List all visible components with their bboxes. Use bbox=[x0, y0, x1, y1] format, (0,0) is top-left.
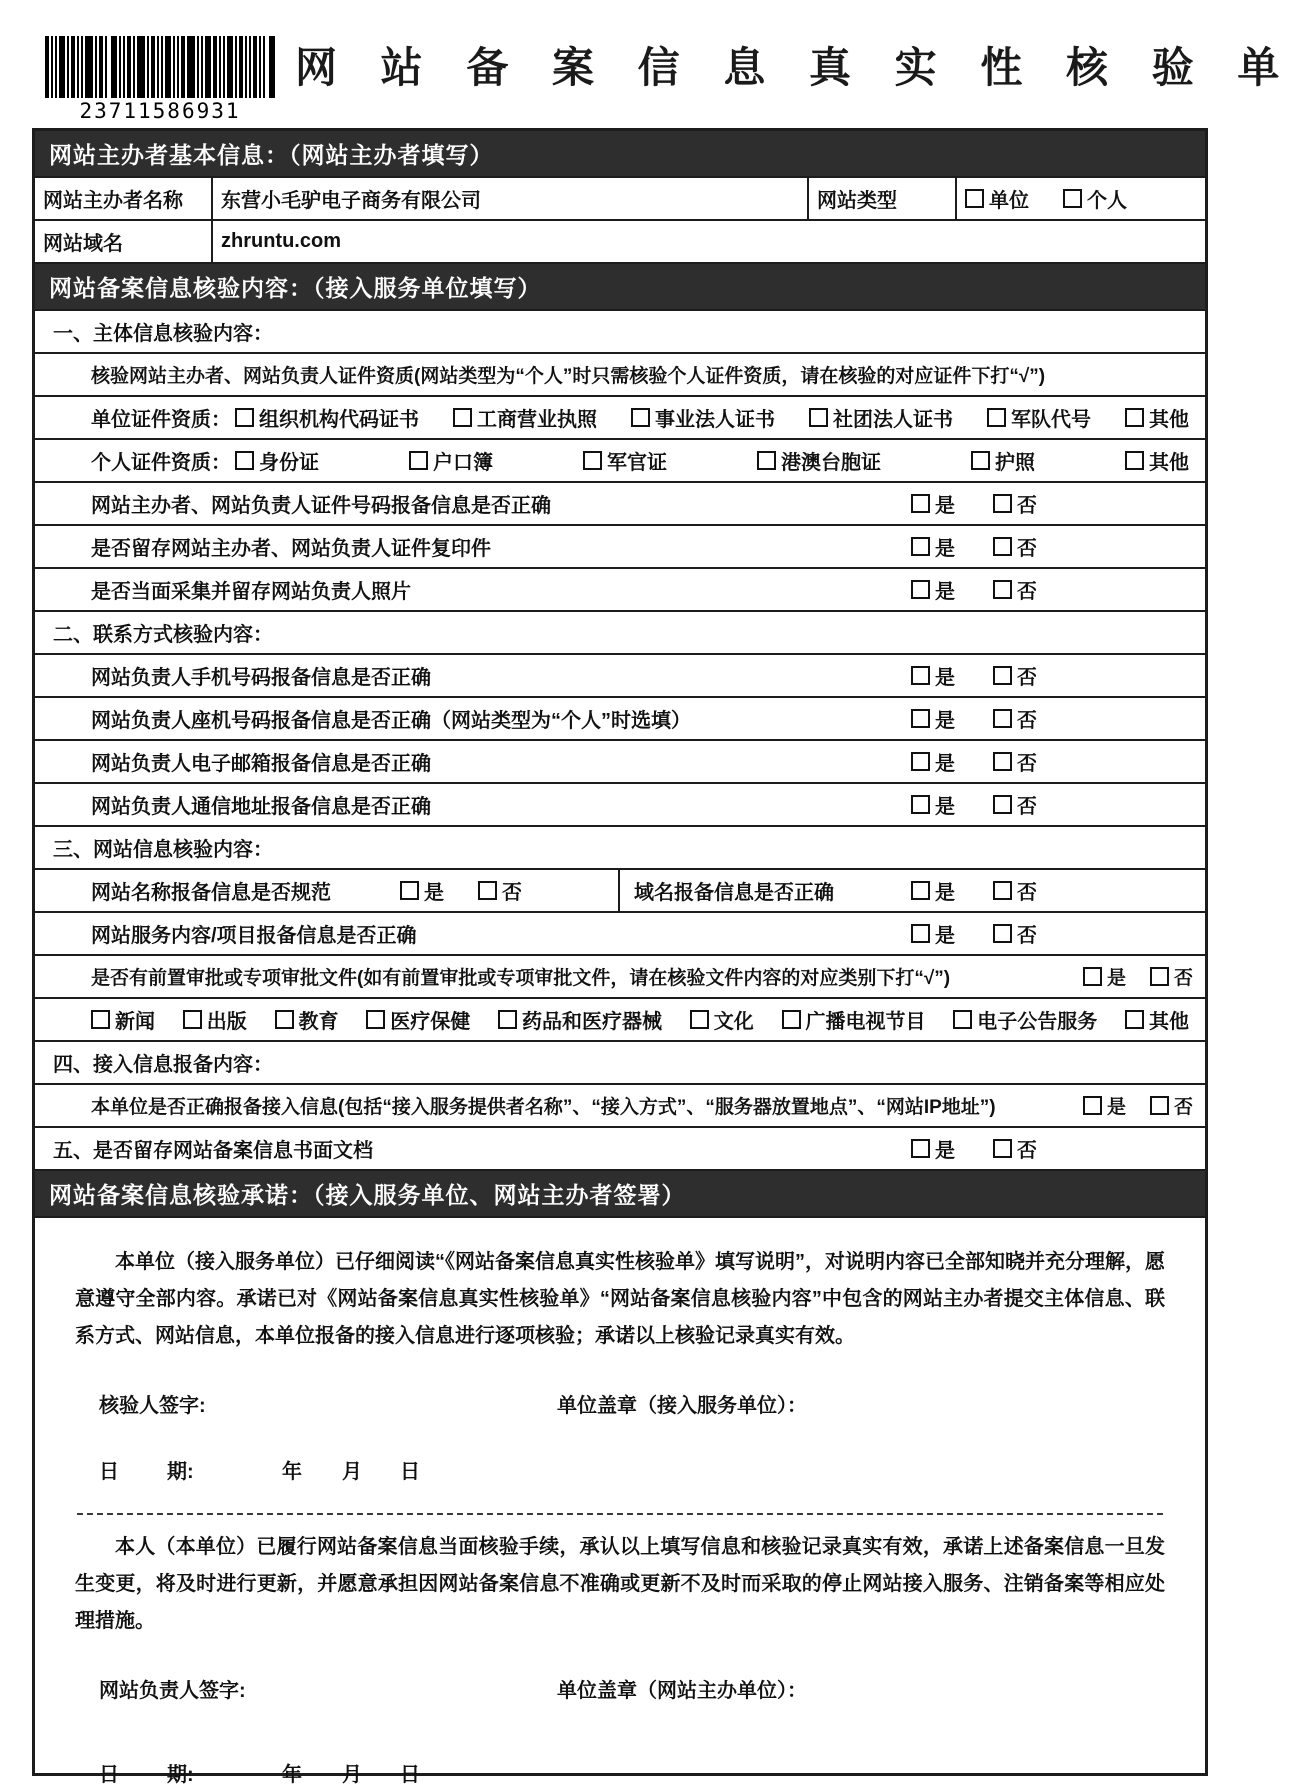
category-option bbox=[782, 1005, 926, 1034]
no-label: 否 bbox=[1017, 538, 1037, 560]
yes-checkbox[interactable] bbox=[911, 709, 930, 728]
yes-no-group bbox=[911, 661, 1037, 690]
organizer-name-row bbox=[35, 176, 1205, 219]
no-option bbox=[993, 790, 1037, 819]
yes-checkbox[interactable] bbox=[1083, 967, 1102, 986]
option-label: 港澳台胞证 bbox=[781, 452, 881, 474]
household-register-checkbox[interactable] bbox=[409, 451, 428, 470]
barcode-image bbox=[45, 36, 275, 98]
yes-no-group bbox=[911, 747, 1037, 776]
yes-checkbox[interactable] bbox=[911, 494, 930, 513]
broadcast-tv-checkbox[interactable] bbox=[782, 1010, 801, 1029]
no-option bbox=[993, 747, 1037, 776]
option-label: 其他 bbox=[1149, 452, 1189, 474]
question-label: 五、是否留存网站备案信息书面文档 bbox=[53, 1140, 373, 1162]
yes-checkbox[interactable] bbox=[911, 1139, 930, 1158]
yes-label: 是 bbox=[935, 538, 955, 560]
yes-option bbox=[911, 489, 955, 518]
commitment-paragraph-organizer: 本人（本单位）已履行网站备案信息当面核验手续，承认以上填写信息和核验记录真实有效，承诺上述备案信息一旦发生变更，将及时进行更新，并愿意承担因网站备案信息不准确或更新不及时而采取的停止网站接入服务、注销备案等相应处理措施。 bbox=[75, 1536, 1165, 1632]
site-type-options bbox=[955, 178, 1205, 219]
cert-option bbox=[235, 403, 419, 432]
cert-copy-row bbox=[35, 524, 1205, 567]
option-label: 户口簿 bbox=[433, 452, 493, 474]
cert-number-row bbox=[35, 481, 1205, 524]
date-word: 期: bbox=[167, 1461, 194, 1483]
section-header-verification-content: 网站备案信息核验内容：（接入服务单位填写） bbox=[35, 262, 1205, 309]
category-option bbox=[953, 1005, 1097, 1034]
no-label: 否 bbox=[1017, 667, 1037, 689]
yes-label: 是 bbox=[935, 753, 955, 775]
form-header bbox=[0, 0, 1295, 128]
yes-no-group bbox=[911, 876, 1037, 905]
section-header-organizer-basic-info: 网站主办者基本信息：（网站主办者填写） bbox=[35, 131, 1205, 176]
org-code-cert-checkbox[interactable] bbox=[235, 408, 254, 427]
category-other-checkbox[interactable] bbox=[1125, 1010, 1144, 1029]
yes-option bbox=[1083, 963, 1126, 990]
yes-no-group bbox=[911, 532, 1037, 561]
landline-row bbox=[35, 696, 1205, 739]
heading-label: 二、联系方式核验内容： bbox=[53, 624, 273, 646]
yes-option bbox=[400, 876, 444, 905]
hk-macao-taiwan-checkbox[interactable] bbox=[757, 451, 776, 470]
note-text: 核验网站主办者、网站负责人证件资质(网站类型为“个人”时只需核验个人证件资质，请在核验的对应证件下打“√”) bbox=[91, 366, 1046, 387]
yes-option bbox=[911, 790, 955, 819]
unit-cert-options bbox=[235, 403, 1205, 432]
question-label: 网站负责人电子邮箱报备信息是否正确 bbox=[91, 753, 431, 775]
no-checkbox[interactable] bbox=[993, 580, 1012, 599]
preapproval-row bbox=[35, 954, 1205, 997]
yes-option bbox=[911, 661, 955, 690]
personal-cert-row bbox=[35, 438, 1205, 481]
heading-label: 一、主体信息核验内容： bbox=[53, 323, 273, 345]
date-month-label: 月 bbox=[342, 1461, 362, 1483]
cert-option bbox=[809, 403, 953, 432]
option-label: 组织机构代码证书 bbox=[259, 409, 419, 431]
option-label: 军队代号 bbox=[1011, 409, 1091, 431]
date-word: 日 bbox=[99, 1764, 119, 1786]
verifier-signature-label: 核验人签字: bbox=[99, 1395, 206, 1417]
cert-option bbox=[1125, 446, 1189, 475]
domain-row bbox=[35, 219, 1205, 262]
id-card-checkbox[interactable] bbox=[235, 451, 254, 470]
no-option bbox=[1150, 1092, 1193, 1119]
question-label: 网站负责人通信地址报备信息是否正确 bbox=[91, 796, 431, 818]
yes-no-group bbox=[911, 704, 1037, 733]
no-checkbox[interactable] bbox=[993, 795, 1012, 814]
category-option bbox=[275, 1005, 339, 1034]
heading-website-info bbox=[35, 825, 1205, 868]
passport-checkbox[interactable] bbox=[971, 451, 990, 470]
yes-no-group bbox=[400, 876, 522, 905]
commitment-cell bbox=[35, 1216, 1205, 1786]
no-label: 否 bbox=[1017, 925, 1037, 947]
yes-label: 是 bbox=[935, 581, 955, 603]
no-checkbox[interactable] bbox=[1150, 967, 1169, 986]
question-label: 是否留存网站主办者、网站负责人证件复印件 bbox=[91, 538, 491, 560]
yes-no-group bbox=[1083, 1092, 1193, 1119]
unit-checkbox[interactable] bbox=[965, 189, 984, 208]
cert-option bbox=[1125, 403, 1189, 432]
service-content-row bbox=[35, 911, 1205, 954]
no-checkbox[interactable] bbox=[993, 924, 1012, 943]
site-type-unit-option bbox=[965, 184, 1029, 213]
access-info-row bbox=[35, 1083, 1205, 1126]
yes-no-group bbox=[911, 919, 1037, 948]
date-row-isp bbox=[75, 1447, 1165, 1487]
yes-option bbox=[1083, 1092, 1126, 1119]
education-checkbox[interactable] bbox=[275, 1010, 294, 1029]
no-option bbox=[993, 919, 1037, 948]
no-option bbox=[993, 532, 1037, 561]
unit-label: 单位 bbox=[989, 190, 1029, 212]
unit-other-checkbox[interactable] bbox=[1125, 408, 1144, 427]
yes-label: 是 bbox=[1106, 968, 1126, 989]
option-label: 药品和医疗器械 bbox=[522, 1011, 662, 1033]
option-label: 工商营业执照 bbox=[477, 409, 597, 431]
no-checkbox[interactable] bbox=[478, 881, 497, 900]
barcode bbox=[45, 36, 275, 123]
option-label: 广播电视节目 bbox=[805, 1011, 926, 1033]
yes-checkbox[interactable] bbox=[911, 580, 930, 599]
yes-no-group bbox=[911, 1134, 1037, 1163]
category-option bbox=[690, 1005, 754, 1034]
option-label: 医疗保健 bbox=[390, 1011, 471, 1033]
question-label: 网站名称报备信息是否规范 bbox=[91, 882, 331, 904]
commitment-paragraph-isp: 本单位（接入服务单位）已仔细阅读“《网站备案信息真实性核验单》填写说明”，对说明内容已全部知晓并充分理解，愿意遵守全部内容。承诺已对《网站备案信息真实性核验单》“网站备案信息核验内容”中包含的网站主办者提交主体信息、联系方式、网站信息，本单位报备的接入信息进行逐项核验；承诺以上核验记录真实有效。 bbox=[75, 1251, 1165, 1347]
no-option bbox=[993, 661, 1037, 690]
no-label: 否 bbox=[1017, 581, 1037, 603]
yes-no-group bbox=[911, 790, 1037, 819]
barcode-number: 23711586931 bbox=[79, 99, 241, 123]
sitename-cell bbox=[35, 870, 620, 911]
no-option bbox=[993, 489, 1037, 518]
no-checkbox[interactable] bbox=[1150, 1096, 1169, 1115]
mobile-row bbox=[35, 653, 1205, 696]
signature-row-verifier bbox=[75, 1381, 1165, 1421]
yes-label: 是 bbox=[935, 925, 955, 947]
date-day-label: 日 bbox=[400, 1764, 420, 1786]
no-checkbox[interactable] bbox=[993, 666, 1012, 685]
military-officer-checkbox[interactable] bbox=[583, 451, 602, 470]
military-code-checkbox[interactable] bbox=[987, 408, 1006, 427]
no-label: 否 bbox=[1017, 495, 1037, 517]
personal-checkbox[interactable] bbox=[1063, 189, 1082, 208]
date-month-label: 月 bbox=[342, 1764, 362, 1786]
question-label: 是否当面采集并留存网站负责人照片 bbox=[91, 581, 411, 603]
question-label: 网站主办者、网站负责人证件号码报备信息是否正确 bbox=[91, 495, 551, 517]
page-title: 网 站 备 案 信 息 真 实 性 核 验 单 bbox=[295, 44, 1295, 91]
cert-option bbox=[409, 446, 493, 475]
yes-option bbox=[911, 919, 955, 948]
organizer-seal-label: 单位盖章（网站主办单位）： bbox=[557, 1680, 807, 1702]
cert-option bbox=[631, 403, 775, 432]
yes-label: 是 bbox=[935, 667, 955, 689]
yes-option bbox=[911, 747, 955, 776]
category-option bbox=[498, 1005, 662, 1034]
option-label: 军官证 bbox=[607, 452, 667, 474]
cert-option bbox=[453, 403, 597, 432]
cert-option bbox=[235, 446, 319, 475]
heading-label: 三、网站信息核验内容： bbox=[53, 839, 273, 861]
bbs-checkbox[interactable] bbox=[953, 1010, 972, 1029]
no-checkbox[interactable] bbox=[993, 537, 1012, 556]
no-label: 否 bbox=[1017, 796, 1037, 818]
no-checkbox[interactable] bbox=[993, 752, 1012, 771]
photo-row bbox=[35, 567, 1205, 610]
date-year-label: 年 bbox=[282, 1764, 302, 1786]
option-label: 事业法人证书 bbox=[655, 409, 775, 431]
yes-option bbox=[911, 575, 955, 604]
option-label: 身份证 bbox=[259, 452, 319, 474]
option-label: 其他 bbox=[1149, 1011, 1189, 1033]
no-checkbox[interactable] bbox=[993, 881, 1012, 900]
cert-option bbox=[987, 403, 1091, 432]
no-label: 否 bbox=[1017, 882, 1037, 904]
site-type-label: 网站类型 bbox=[807, 178, 955, 219]
unit-cert-row bbox=[35, 395, 1205, 438]
business-license-checkbox[interactable] bbox=[453, 408, 472, 427]
category-option bbox=[1125, 1005, 1189, 1034]
option-label: 文化 bbox=[713, 1011, 754, 1033]
heading-subject-info bbox=[35, 309, 1205, 352]
yes-checkbox[interactable] bbox=[911, 881, 930, 900]
association-cert-checkbox[interactable] bbox=[809, 408, 828, 427]
domain-value[interactable]: zhruntu.com bbox=[211, 221, 1205, 262]
heading-contact-info bbox=[35, 610, 1205, 653]
responsible-signature-label: 网站负责人签字: bbox=[99, 1680, 246, 1702]
cert-option bbox=[583, 446, 667, 475]
domain-label: 网站域名 bbox=[43, 233, 123, 255]
question-label: 是否有前置审批或专项审批文件(如有前置审批或专项审批文件，请在核验文件内容的对应类别下打“√”) bbox=[91, 968, 951, 989]
question-label: 网站负责人手机号码报备信息是否正确 bbox=[91, 667, 431, 689]
yes-no-group bbox=[911, 575, 1037, 604]
no-option bbox=[993, 575, 1037, 604]
question-label: 网站服务内容/项目报备信息是否正确 bbox=[91, 925, 417, 947]
personal-label: 个人 bbox=[1087, 190, 1127, 212]
question-label: 本单位是否正确报备接入信息(包括“接入服务提供者名称”、“接入方式”、“服务器放置地点”、“网站IP地址”) bbox=[91, 1097, 996, 1118]
yes-checkbox[interactable] bbox=[400, 881, 419, 900]
category-option bbox=[91, 1005, 155, 1034]
yes-label: 是 bbox=[935, 710, 955, 732]
option-label: 电子公告服务 bbox=[977, 1011, 1098, 1033]
signature-row-responsible bbox=[75, 1666, 1165, 1706]
approval-categories-row bbox=[35, 997, 1205, 1040]
option-label: 其他 bbox=[1149, 409, 1189, 431]
publishing-checkbox[interactable] bbox=[183, 1010, 202, 1029]
no-label: 否 bbox=[1017, 710, 1037, 732]
yes-no-group bbox=[911, 489, 1037, 518]
category-option bbox=[183, 1005, 247, 1034]
option-label: 新闻 bbox=[115, 1011, 155, 1033]
dashed-divider bbox=[77, 1513, 1163, 1515]
date-year-label: 年 bbox=[282, 1461, 302, 1483]
option-label: 出版 bbox=[206, 1011, 247, 1033]
date-word: 日 bbox=[99, 1461, 119, 1483]
heading-access-info bbox=[35, 1040, 1205, 1083]
yes-option bbox=[911, 532, 955, 561]
cert-option bbox=[757, 446, 881, 475]
cert-verification-note-row bbox=[35, 352, 1205, 395]
yes-checkbox[interactable] bbox=[911, 924, 930, 943]
personal-cert-label: 个人证件资质： bbox=[91, 452, 231, 474]
news-checkbox[interactable] bbox=[91, 1010, 110, 1029]
no-checkbox[interactable] bbox=[993, 1139, 1012, 1158]
yes-option bbox=[911, 1134, 955, 1163]
domain-correct-cell bbox=[620, 870, 1205, 911]
site-type-personal-option bbox=[1063, 184, 1127, 213]
organizer-name-value[interactable]: 东营小毛驴电子商务有限公司 bbox=[211, 178, 807, 219]
yes-no-group bbox=[1083, 963, 1193, 990]
no-label: 否 bbox=[1017, 753, 1037, 775]
address-row bbox=[35, 782, 1205, 825]
yes-option bbox=[911, 704, 955, 733]
yes-option bbox=[911, 876, 955, 905]
institution-cert-checkbox[interactable] bbox=[631, 408, 650, 427]
yes-label: 是 bbox=[935, 882, 955, 904]
organizer-name-label: 网站主办者名称 bbox=[43, 190, 183, 212]
no-option bbox=[1150, 963, 1193, 990]
no-option bbox=[993, 704, 1037, 733]
yes-checkbox[interactable] bbox=[1083, 1096, 1102, 1115]
no-label: 否 bbox=[1017, 1140, 1037, 1162]
yes-label: 是 bbox=[935, 1140, 955, 1162]
culture-checkbox[interactable] bbox=[690, 1010, 709, 1029]
date-day-label: 日 bbox=[400, 1461, 420, 1483]
no-label: 否 bbox=[1173, 1097, 1193, 1118]
section-header-commitment: 网站备案信息核验承诺：（接入服务单位、网站主办者签署） bbox=[35, 1169, 1205, 1216]
no-checkbox[interactable] bbox=[993, 709, 1012, 728]
no-checkbox[interactable] bbox=[993, 494, 1012, 513]
yes-label: 是 bbox=[935, 495, 955, 517]
yes-label: 是 bbox=[935, 796, 955, 818]
unit-cert-label: 单位证件资质： bbox=[91, 409, 231, 431]
form-table bbox=[32, 128, 1208, 1786]
heading-label: 四、接入信息报备内容： bbox=[53, 1054, 273, 1076]
isp-seal-label: 单位盖章（接入服务单位）： bbox=[557, 1395, 807, 1417]
yes-checkbox[interactable] bbox=[911, 666, 930, 685]
personal-other-checkbox[interactable] bbox=[1125, 451, 1144, 470]
date-word: 期: bbox=[167, 1764, 194, 1786]
drugs-devices-checkbox[interactable] bbox=[498, 1010, 517, 1029]
yes-label: 是 bbox=[1106, 1097, 1126, 1118]
question-label: 网站负责人座机号码报备信息是否正确（网站类型为“个人”时选填） bbox=[91, 710, 691, 732]
no-label: 否 bbox=[1173, 968, 1193, 989]
no-option bbox=[993, 1134, 1037, 1163]
yes-label: 是 bbox=[424, 882, 444, 904]
yes-checkbox[interactable] bbox=[911, 537, 930, 556]
email-row bbox=[35, 739, 1205, 782]
no-option bbox=[478, 876, 522, 905]
healthcare-checkbox[interactable] bbox=[366, 1010, 385, 1029]
option-label: 社团法人证书 bbox=[833, 409, 953, 431]
cert-option bbox=[971, 446, 1035, 475]
no-option bbox=[993, 876, 1037, 905]
option-label: 护照 bbox=[995, 452, 1035, 474]
approval-category-options bbox=[91, 1005, 1205, 1034]
date-row-organizer bbox=[75, 1750, 1165, 1790]
yes-checkbox[interactable] bbox=[911, 752, 930, 771]
option-label: 教育 bbox=[298, 1011, 339, 1033]
written-docs-row bbox=[35, 1126, 1205, 1169]
no-label: 否 bbox=[502, 882, 522, 904]
sitename-domain-row bbox=[35, 868, 1205, 911]
yes-checkbox[interactable] bbox=[911, 795, 930, 814]
personal-cert-options bbox=[235, 446, 1205, 475]
category-option bbox=[366, 1005, 470, 1034]
question-label: 域名报备信息是否正确 bbox=[634, 882, 834, 904]
